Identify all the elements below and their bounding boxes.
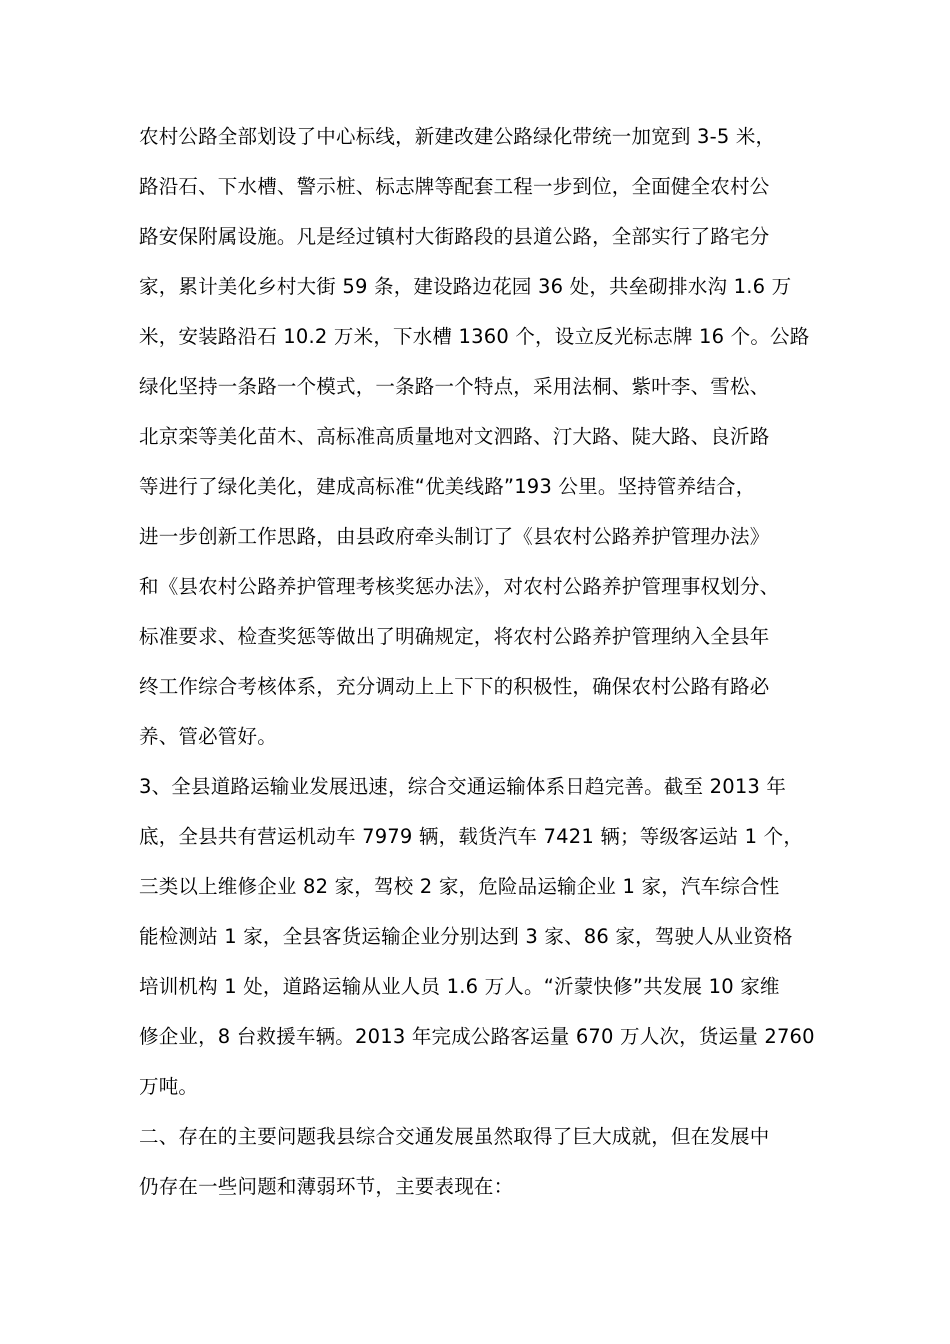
text-line: 和《县农村公路养护管理考核奖惩办法》，对农村公路养护管理事权划分、: [139, 575, 780, 598]
text-line: 农村公路全部划设了中心标线，新建改建公路绿化带统一加宽到 3-5 米，: [139, 125, 776, 148]
text-line: 修企业，8 台救援车辆。2013 年完成公路客运量 670 万人次，货运量 2760: [139, 1025, 815, 1048]
text-line: 终工作综合考核体系，充分调动上上下下的积极性，确保农村公路有路必: [139, 675, 770, 698]
text-line: 进一步创新工作思路，由县政府牵头制订了《县农村公路养护管理办法》: [139, 525, 770, 548]
text-line: 北京栾等美化苗木、高标准高质量地对文泗路、汀大路、陡大路、良沂路: [139, 425, 770, 448]
text-line: 二、存在的主要问题我县综合交通发展虽然取得了巨大成就，但在发展中: [139, 1125, 770, 1148]
text-line: 等进行了绿化美化，建成高标准“优美线路”193 公里。坚持管养结合，: [139, 475, 756, 498]
text-line: 万吨。: [139, 1075, 199, 1098]
text-line: 底，全县共有营运机动车 7979 辆，载货汽车 7421 辆；等级客运站 1 个，: [139, 825, 804, 848]
text-line: 家，累计美化乡村大街 59 条，建设路边花园 36 处，共垒砌排水沟 1.6 万: [139, 275, 792, 298]
text-line: 三类以上维修企业 82 家，驾校 2 家，危险品运输企业 1 家，汽车综合性: [139, 875, 780, 898]
text-line: 3、全县道路运输业发展迅速，综合交通运输体系日趋完善。截至 2013 年: [139, 775, 787, 798]
text-line: 标准要求、检查奖惩等做出了明确规定，将农村公路养护管理纳入全县年: [139, 625, 770, 648]
text-line: 仍存在一些问题和薄弱环节，主要表现在：: [139, 1175, 514, 1198]
text-line: 米，安装路沿石 10.2 万米，下水槽 1360 个，设立反光标志牌 16 个。公路: [139, 325, 810, 348]
text-line: 能检测站 1 家，全县客货运输企业分别达到 3 家、86 家，驾驶人从业资格: [139, 925, 793, 948]
text-line: 培训机构 1 处，道路运输从业人员 1.6 万人。“沂蒙快修”共发展 10 家维: [139, 975, 780, 998]
text-line: 路沿石、下水槽、警示桩、标志牌等配套工程一步到位，全面健全农村公: [139, 175, 770, 198]
text-line: 养、管必管好。: [139, 725, 277, 748]
text-line: 路安保附属设施。凡是经过镇村大街路段的县道公路，全部实行了路宅分: [139, 225, 770, 248]
text-line: 绿化坚持一条路一个模式，一条路一个特点，采用法桐、紫叶李、雪松、: [139, 375, 770, 398]
